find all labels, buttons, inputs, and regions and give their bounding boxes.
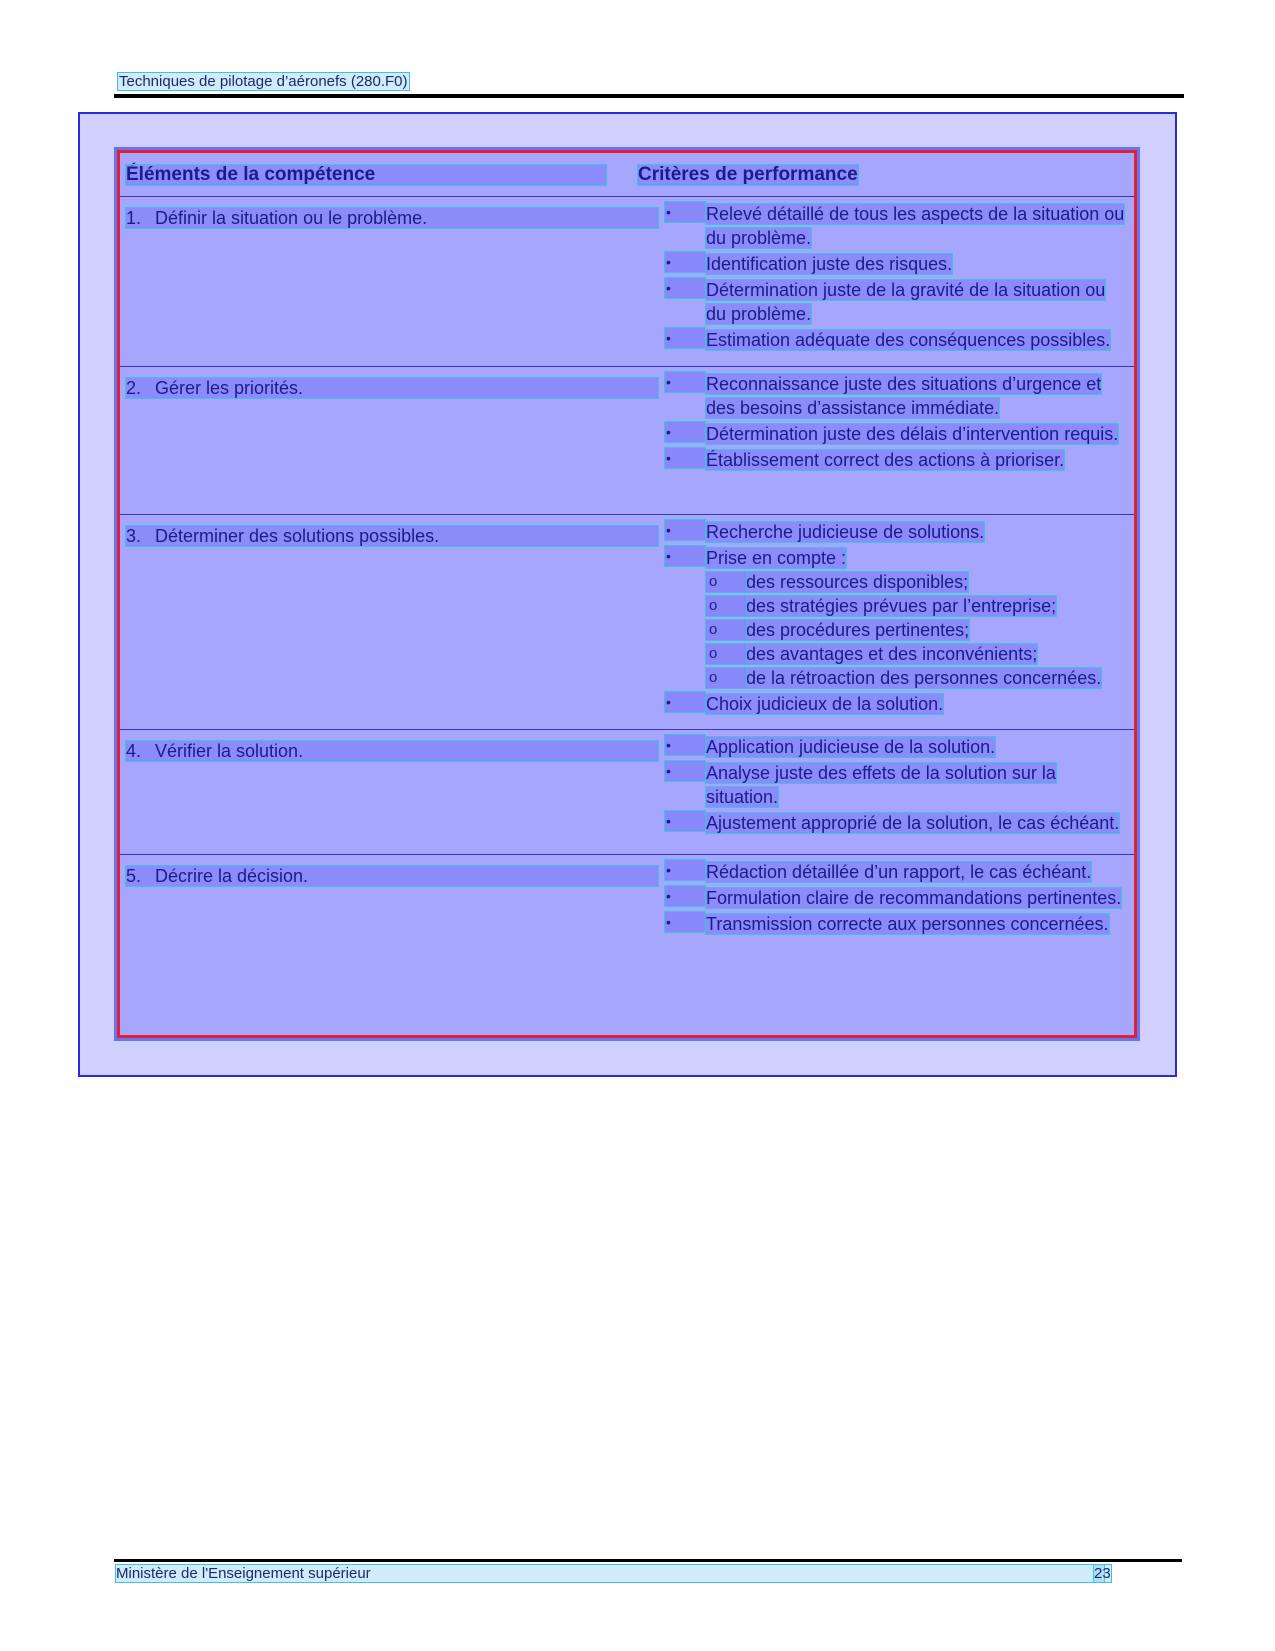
sub-list-item: o des procédures pertinentes; — [706, 618, 1125, 642]
sub-list — [665, 570, 1125, 690]
list-item: • Détermination juste de la gravité de la situation ou du problème. — [666, 280, 1106, 324]
list-item: • Reconnaissance juste des situations d’urgence et des besoins d’assistance immédiate. — [666, 374, 1102, 418]
list-item: • Ajustement approprié de la solution, le cas échéant. — [666, 813, 1120, 833]
table-header — [120, 153, 1134, 197]
bullet-icon: • — [665, 252, 705, 272]
list-item: • Transmission correcte aux personnes concernées. — [666, 914, 1109, 934]
criteria-list — [665, 202, 1125, 354]
column-header-elements: Éléments de la compétence — [126, 165, 606, 185]
table-row — [120, 515, 1134, 730]
bullet-icon: • — [665, 372, 705, 392]
list-item: • Établissement correct des actions à prioriser. — [666, 450, 1065, 470]
sub-bullet-icon: o — [706, 572, 746, 592]
table-row — [120, 197, 1134, 367]
criteria-list — [665, 735, 1125, 837]
bullet-icon: • — [665, 886, 705, 906]
sub-list-item: o des ressources disponibles; — [706, 570, 1125, 594]
bullet-icon: • — [665, 811, 705, 831]
list-item: • Détermination juste des délais d’intervention requis. — [666, 424, 1119, 444]
bullet-icon: • — [665, 860, 705, 880]
sub-bullet-icon: o — [706, 668, 746, 688]
list-item: • Estimation adéquate des conséquences possibles. — [666, 330, 1111, 350]
sub-bullet-icon: o — [706, 644, 746, 664]
bullet-icon: • — [665, 692, 705, 712]
list-item: • Recherche judicieuse de solutions. — [666, 522, 985, 542]
criteria-list — [665, 860, 1125, 938]
table-row — [120, 730, 1134, 855]
sub-list-item: o des stratégies prévues par l’entreprise; — [706, 594, 1125, 618]
bullet-icon: • — [665, 912, 705, 932]
list-item: • Rédaction détaillée d’un rapport, le cas échéant. — [666, 862, 1092, 882]
bullet-icon: • — [665, 520, 705, 540]
bullet-icon: • — [665, 448, 705, 468]
list-item: • Choix judicieux de la solution. — [666, 694, 944, 714]
element-label: 2. Gérer les priorités. — [126, 378, 658, 398]
bullet-icon: • — [665, 278, 705, 298]
list-item: • Prise en compte : o des ressources disponibles; o des stratégies prévues par l’entreprise; o des procédures pertinentes; o des avantages et des inconvénients; o de la rétroaction des personnes concernées. — [665, 546, 1125, 690]
list-item: • Application judicieuse de la solution. — [666, 737, 996, 757]
bullet-icon: • — [665, 202, 705, 222]
criteria-list — [665, 520, 1125, 718]
bullet-icon: • — [665, 328, 705, 348]
table-row — [120, 367, 1134, 515]
page-header-title: Techniques de pilotage d’aéronefs (280.F0) — [119, 73, 408, 90]
element-label: 4. Vérifier la solution. — [126, 741, 658, 761]
page-number: 23 — [1094, 1565, 1111, 1582]
list-item: • Relevé détaillé de tous les aspects de la situation ou du problème. — [666, 204, 1125, 248]
footer-ministry: Ministère de l'Enseignement supérieur — [116, 1565, 1104, 1582]
bullet-icon: • — [665, 761, 705, 781]
footer-rule — [114, 1559, 1182, 1562]
sub-bullet-icon: o — [706, 596, 746, 616]
bullet-icon: • — [665, 422, 705, 442]
criteria-list — [665, 372, 1125, 474]
sub-bullet-icon: o — [706, 620, 746, 640]
sub-list-item: o des avantages et des inconvénients; — [706, 642, 1125, 666]
element-label: 1. Définir la situation ou le problème. — [126, 208, 658, 228]
competence-table — [117, 150, 1137, 1038]
header-rule — [114, 94, 1184, 98]
list-item: • Analyse juste des effets de la solution sur la situation. — [666, 763, 1056, 807]
sub-list-item: o de la rétroaction des personnes concernées. — [706, 666, 1125, 690]
list-item: • Identification juste des risques. — [666, 254, 953, 274]
bullet-icon: • — [665, 735, 705, 755]
column-header-criteria: Critères de performance — [638, 164, 858, 185]
element-label: 3. Déterminer des solutions possibles. — [126, 526, 658, 546]
list-item: • Formulation claire de recommandations pertinentes. — [666, 888, 1122, 908]
bullet-icon: • — [665, 546, 705, 566]
table-row — [120, 855, 1134, 1035]
element-label: 5. Décrire la décision. — [126, 866, 658, 886]
